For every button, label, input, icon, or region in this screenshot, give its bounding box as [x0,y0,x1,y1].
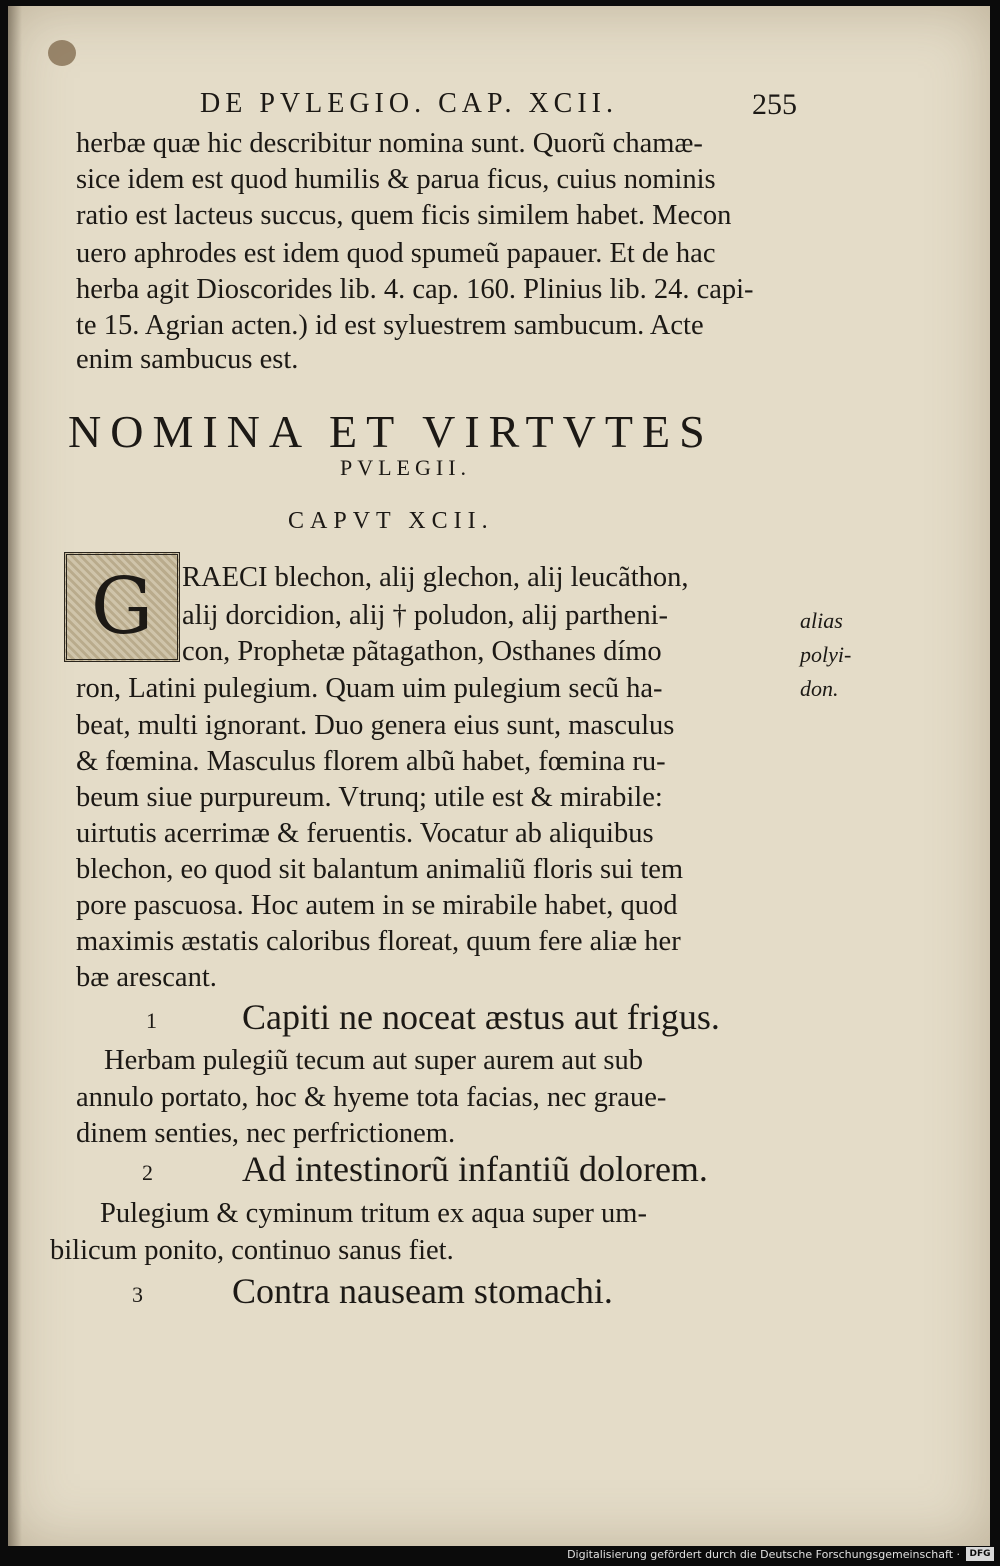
section-text-line: dinem senties, nec perfrictionem. [76,1118,456,1149]
main-paragraph-line: maximis æstatis caloribus floreat, quum fere aliæ her [76,926,681,957]
main-paragraph-line: uirtutis acerrimæ & feruentis. Vocatur ab aliquibus [76,818,654,849]
ink-stain [48,40,76,66]
top-paragraph-line: herba agit Dioscorides lib. 4. cap. 160. Plinius lib. 24. capi- [76,274,754,305]
main-paragraph-line: alij dorcidion, alij † poludon, alij partheni- [182,600,668,631]
margin-note-line: polyi- [800,642,852,667]
margin-note-line: alias [800,608,843,633]
main-paragraph-line: beum siue purpureum. Vtrunq; utile est & mirabile: [76,782,663,813]
main-paragraph-line: ron, Latini pulegium. Quam uim pulegium secũ ha- [76,673,663,704]
main-paragraph-line: beat, multi ignorant. Duo genera eius sunt, masculus [76,710,675,741]
section-heading: Ad intestinorũ infantiũ dolorem. [242,1149,708,1189]
top-paragraph-line: herbæ quæ hic describitur nomina sunt. Quorũ chamæ- [76,128,703,159]
main-paragraph-line: bæ arescant. [76,962,217,993]
decorated-initial: G [64,552,180,662]
page-number: 255 [752,88,797,121]
top-paragraph-line: ratio est lacteus succus, quem ficis similem habet. Mecon [76,200,732,231]
running-title: DE PVLEGIO. CAP. XCII. [200,88,618,119]
dfg-logo: DFG [966,1547,994,1561]
top-paragraph-line: enim sambucus est. [76,344,299,375]
funding-credit: Digitalisierung gefördert durch die Deutsche Forschungsgemeinschaft · [567,1548,960,1561]
main-paragraph-line: blechon, eo quod sit balantum animaliũ floris sui tem [76,854,684,885]
section-text-line: annulo portato, hoc & hyeme tota facias, nec graue- [76,1082,667,1113]
gutter-shadow [8,6,22,1546]
section-number: 3 [132,1282,143,1307]
margin-note-line: don. [800,676,839,701]
top-paragraph-line: te 15. Agrian acten.) id est syluestrem sambucum. Acte [76,310,704,341]
chapter-number: CAPVT XCII. [288,508,494,534]
top-paragraph-line: uero aphrodes est idem quod spumeũ papauer. Et de hac [76,238,716,269]
main-paragraph-line: con, Prophetæ pãtagathon, Osthanes dímo [182,636,662,667]
section-text-line: Herbam pulegiũ tecum aut super aurem aut sub [104,1045,643,1076]
chapter-title: NOMINA ET VIRTVTES [68,406,714,457]
top-paragraph-line: sice idem est quod humilis & parua ficus, cuius nominis [76,164,716,195]
section-heading: Capiti ne noceat æstus aut frigus. [242,997,720,1037]
section-heading: Contra nauseam stomachi. [232,1271,613,1311]
main-paragraph-line: RAECI blechon, alij glechon, alij leucãthon, [182,562,689,593]
main-paragraph-line: & fœmina. Masculus florem albũ habet, fœmina ru- [76,746,666,777]
section-text-line: Pulegium & cyminum tritum ex aqua super um- [100,1198,647,1229]
section-number: 1 [146,1008,157,1033]
chapter-subtitle: PVLEGII. [340,455,472,480]
section-number: 2 [142,1160,153,1185]
section-text-line: bilicum ponito, continuo sanus fiet. [50,1235,454,1266]
main-paragraph-line: pore pascuosa. Hoc autem in se mirabile habet, quod [76,890,678,921]
